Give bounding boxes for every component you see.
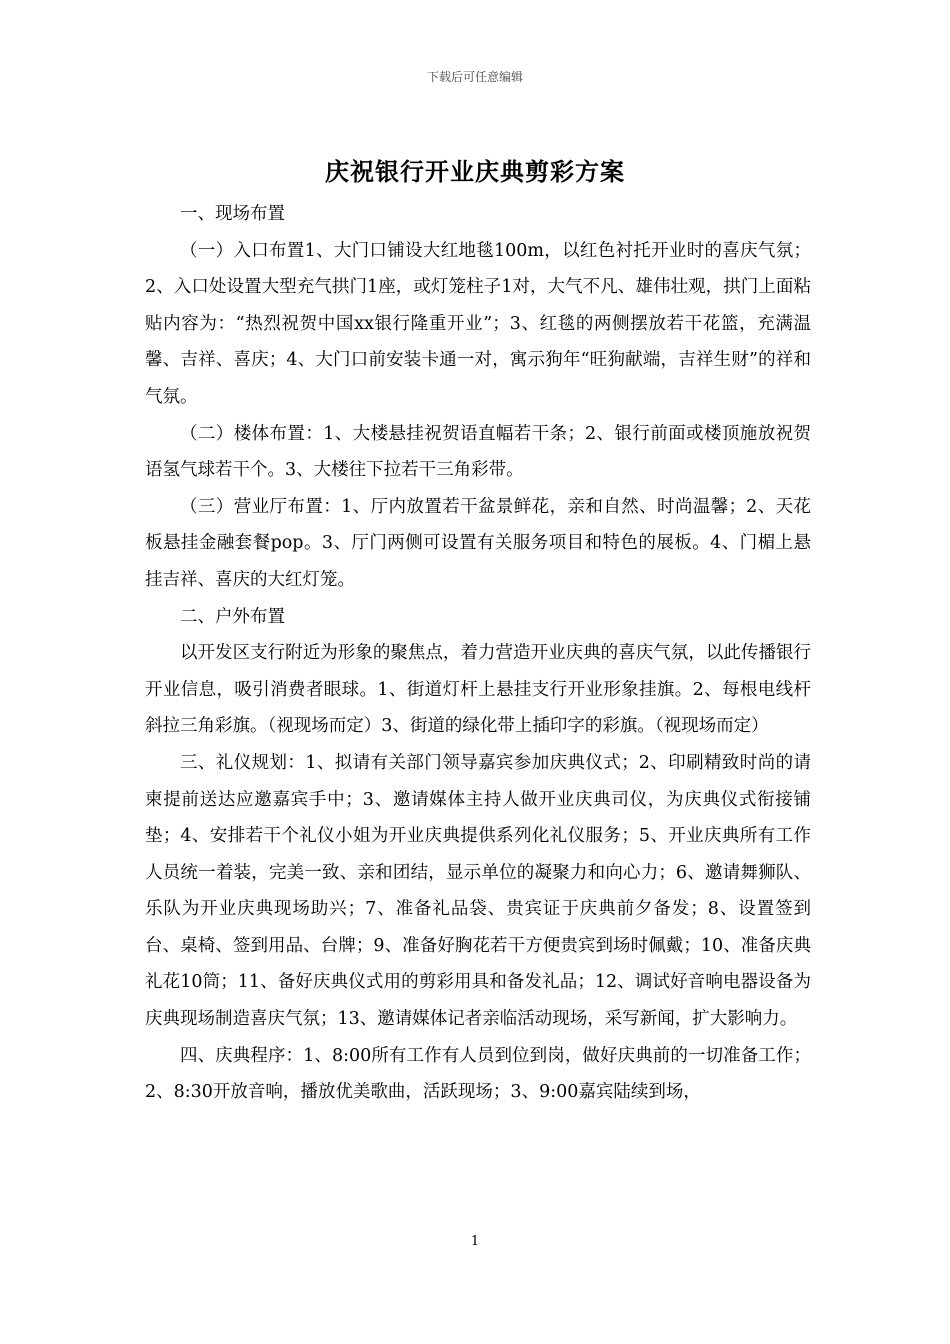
paragraph-outdoor: 以开发区支行附近为形象的聚焦点，着力营造开业庆典的喜庆气氛，以此传播银行开业信息，吸引消费者眼球。1、街道灯杆上悬挂支行开业形象挂旗。2、每根电线杆斜拉三角彩旗。（视现场而定）3、街道的绿化带上插印字的彩旗。（视现场而定） (145, 643, 811, 737)
paragraph-entrance: （一）入口布置1、大门口铺设大红地毯100m，以红色衬托开业时的喜庆气氛；2、入口处设置大型充气拱门1座，或灯笼柱子1对，大气不凡、雄伟壮观，拱门上面粘贴内容为：“热烈祝贺中国xx银行隆重开业”；3、红毯的两侧摆放若干花篮，充满温馨、吉祥、喜庆；4、大门口前安装卡通一对，寓示狗年“旺狗献端，吉祥生财”的祥和气氛。 (145, 240, 811, 407)
section-heading-2: 二、户外布置 (180, 606, 285, 627)
paragraph-procedure: 四、庆典程序：1、8:00所有工作有人员到位到岗，做好庆典前的一切准备工作；2、8:30开放音响，播放优美歌曲，活跃现场；3、9:00嘉宾陆续到场， (145, 1045, 811, 1103)
page-header-note: 下载后可任意编辑 (426, 70, 523, 84)
paragraph-etiquette: 三、礼仪规划：1、拟请有关部门领导嘉宾参加庆典仪式；2、印刷精致时尚的请柬提前送达应邀嘉宾手中；3、邀请媒体主持人做开业庆典司仪，为庆典仪式衔接铺垫；4、安排若干个礼仪小姐为开业庆典提供系列化礼仪服务；5、开业庆典所有工作人员统一着装，完美一致、亲和团结，显示单位的凝聚力和向心力；6、邀请舞狮队、乐队为开业庆典现场助兴；7、准备礼品袋、贵宾证于庆典前夕备发；8、设置签到台、桌椅、签到用品、台牌；9、准备好胸花若干方便贵宾到场时佩戴；10、准备庆典礼花10筒；11、备好庆典仪式用的剪彩用具和备发礼品；12、调试好音响电器设备为庆典现场制造喜庆气氛；13、邀请媒体记者亲临活动现场，采写新闻，扩大影响力。 (145, 752, 811, 1030)
document-title: 庆祝银行开业庆典剪彩方案 (325, 158, 625, 186)
paragraph-hall: （三）营业厅布置：1、厅内放置若干盆景鲜花，亲和自然、时尚温馨；2、天花板悬挂金融套餐pop。3、厅门两侧可设置有关服务项目和特色的展板。4、门楣上悬挂吉祥、喜庆的大红灯笼。 (145, 496, 811, 590)
section-heading-1: 一、现场布置 (180, 204, 285, 224)
paragraph-building: （二）楼体布置：1、大楼悬挂祝贺语直幅若干条；2、银行前面或楼顶施放祝贺语氢气球若干个。3、大楼往下拉若干三角彩带。 (145, 423, 811, 481)
page-number: 1 (470, 1234, 480, 1249)
document-body (145, 196, 811, 1111)
